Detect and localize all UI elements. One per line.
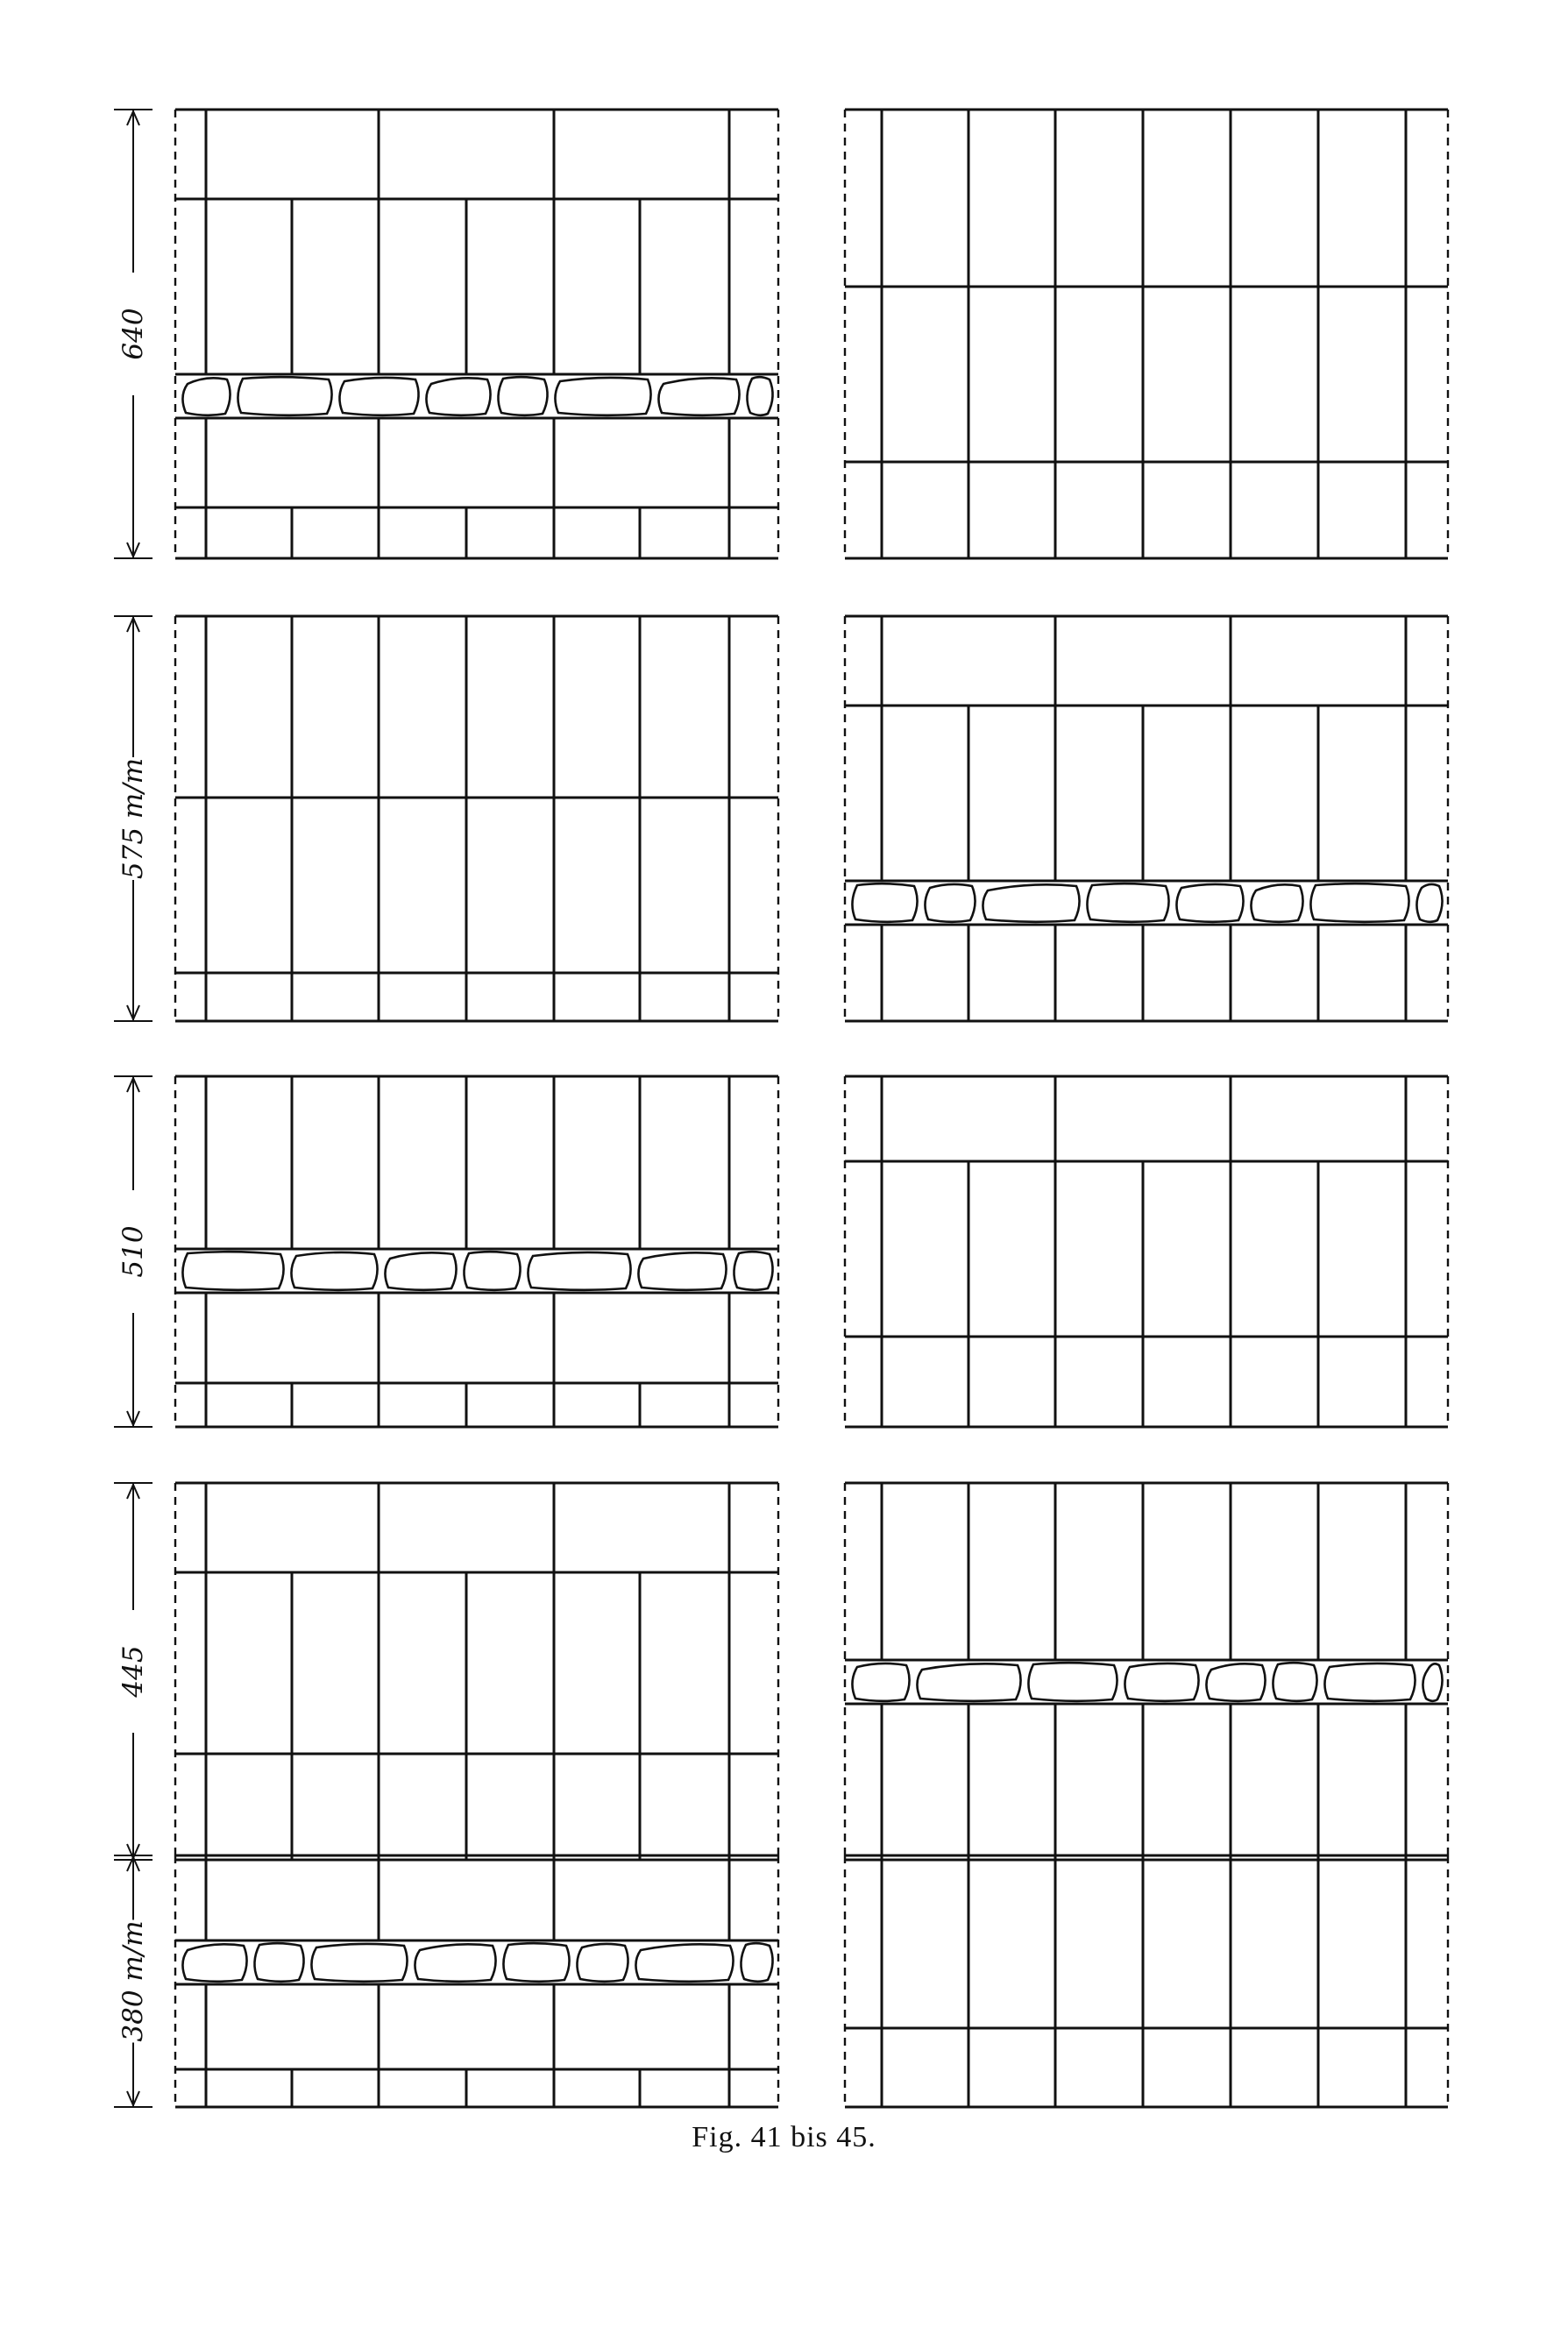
- rubble-stone: [1125, 1664, 1198, 1701]
- figure-caption: Fig. 41 bis 45.: [692, 2121, 876, 2153]
- rubble-stone: [1176, 884, 1243, 922]
- rubble-stone: [1206, 1664, 1265, 1700]
- rubble-stone: [983, 884, 1079, 921]
- rubble-stone: [741, 1943, 772, 1982]
- dimension-label: 575 m/m: [117, 757, 149, 880]
- rubble-stone: [1423, 1664, 1442, 1700]
- rubble-stone: [555, 378, 650, 415]
- rubble-stone: [658, 378, 739, 415]
- rubble-stone: [182, 1252, 283, 1290]
- rubble-stone: [339, 378, 418, 415]
- fig-3-left-panel: [175, 1076, 778, 1427]
- fig-1-left-panel: [175, 110, 778, 558]
- fig-4-dimension: [114, 1483, 153, 1860]
- rubble-stone: [635, 1944, 733, 1981]
- rubble-stone: [182, 1944, 246, 1981]
- rubble-stone: [1416, 884, 1442, 922]
- fig-2-dimension: [114, 616, 153, 1021]
- fig-1-right-panel: [845, 110, 1448, 558]
- rubble-stone: [503, 1943, 569, 1982]
- rubble-stone: [182, 378, 230, 415]
- rubble-stone: [311, 1944, 407, 1982]
- rubble-stone: [291, 1252, 377, 1290]
- rubble-stone: [254, 1943, 303, 1982]
- fig-5-left-panel: [175, 1855, 778, 2107]
- rubble-stone: [528, 1252, 630, 1290]
- rubble-stone: [577, 1944, 628, 1982]
- rubble-stone: [1087, 883, 1168, 922]
- rubble-stone: [917, 1664, 1020, 1700]
- dimension-label: 380 m/m: [117, 1920, 149, 2042]
- fig-2-right-panel: [845, 616, 1448, 1021]
- rubble-stone: [1028, 1663, 1117, 1701]
- rubble-stone: [852, 883, 917, 922]
- fig-2-left-panel: [175, 616, 778, 1021]
- rubble-stone: [925, 884, 975, 922]
- rubble-stone: [747, 377, 772, 415]
- rubble-stone: [385, 1252, 456, 1289]
- rubble-stone: [734, 1252, 772, 1290]
- rubble-stone: [498, 377, 547, 415]
- fig-5-right-panel: [845, 1855, 1448, 2107]
- rubble-stone: [1273, 1663, 1316, 1701]
- rubble-stone: [1324, 1664, 1415, 1701]
- rubble-stone: [1310, 883, 1408, 922]
- fig-3-right-panel: [845, 1076, 1448, 1427]
- rubble-stone: [426, 378, 490, 415]
- fig-5-dimension: [114, 1855, 153, 2107]
- rubble-stone: [1251, 884, 1302, 921]
- rubble-stone: [852, 1664, 909, 1701]
- fig-1-dimension: [114, 110, 153, 558]
- fig-3-dimension: [114, 1076, 153, 1427]
- fig-4-right-panel: [845, 1483, 1448, 1860]
- rubble-stone: [415, 1944, 495, 1981]
- fig-4-left-panel: [175, 1483, 778, 1860]
- rubble-stone: [638, 1252, 726, 1289]
- dimension-label: 445: [117, 1645, 149, 1698]
- rubble-stone: [238, 377, 331, 415]
- dimension-label: 510: [117, 1225, 149, 1278]
- dimension-label: 640: [117, 308, 149, 360]
- rubble-stone: [464, 1252, 520, 1290]
